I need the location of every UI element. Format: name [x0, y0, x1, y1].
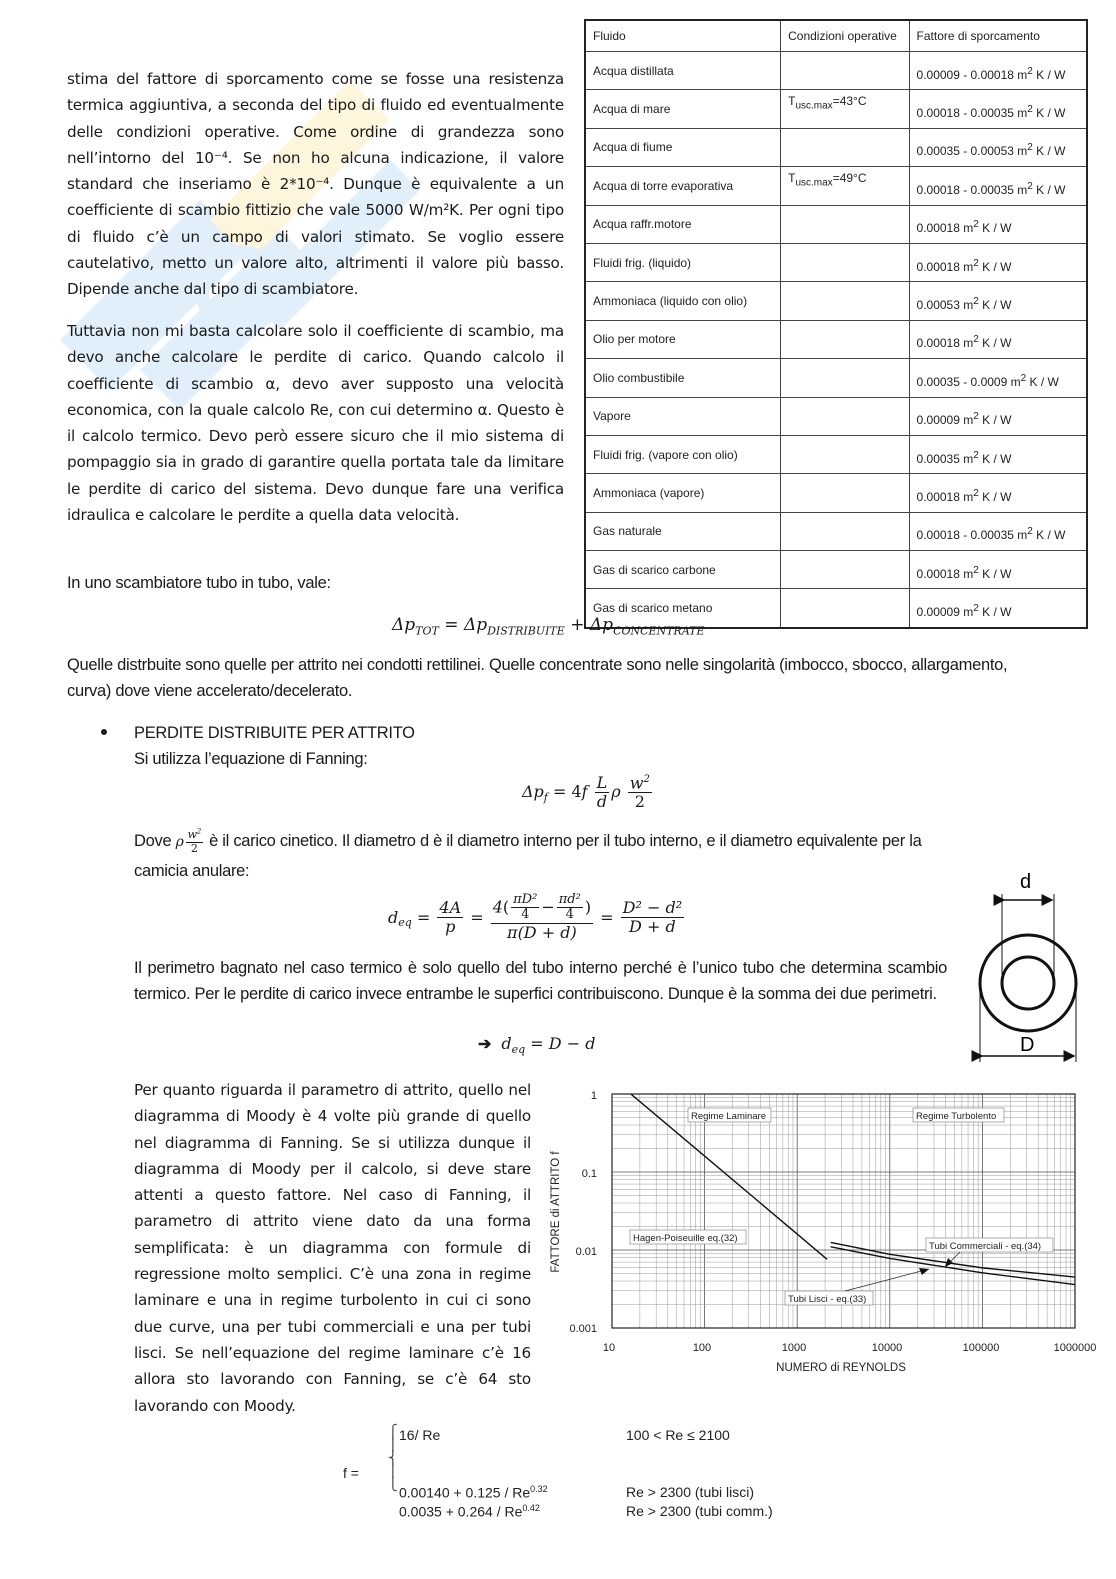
- paragraph-text: camicia anulare:: [134, 862, 250, 880]
- cell-fluid: Gas di scarico metano: [585, 589, 781, 628]
- cell-conditions: [781, 128, 909, 166]
- cell-fouling-factor: 0.00035 $m^2$ K / W: [909, 435, 1087, 473]
- section-heading-distributed-losses: [134, 720, 1034, 746]
- cell-fluid: Gas di scarico carbone: [585, 551, 781, 589]
- cell-fluid: Acqua di mare: [585, 90, 781, 128]
- table-row: [585, 474, 1087, 512]
- x-tick: 100: [692, 1342, 712, 1354]
- paragraph-fouling-intro: [67, 66, 564, 303]
- cell-fouling-factor: 0.00009 $m^2$ K / W: [909, 589, 1087, 628]
- paragraph-kinetic-head: [134, 828, 1054, 855]
- cell-conditions: [781, 320, 909, 358]
- table-row: [585, 282, 1087, 320]
- eq-subscript: TOT: [415, 624, 439, 638]
- header-conditions: Condizioni operative: [781, 20, 909, 52]
- cell-conditions: [781, 397, 909, 435]
- annotation-commercial-pipes: Tubi Commerciali - eq.(34): [929, 1241, 1042, 1252]
- paragraph-text: Il perimetro bagnato nel caso termico è solo quello del tubo interno perché è l’unico tubo che determina scambio termico. Per le perdite di carico invece entrambe le superfici contribuiscono. Dunque è la somma dei due perimetri.: [134, 959, 947, 1004]
- table-row: [585, 320, 1087, 358]
- annotation-hagen-poiseuille: Hagen-Poiseuille eq.(32): [633, 1233, 738, 1244]
- cell-conditions: $T_{usc.max}=43^\circ C$: [781, 90, 909, 128]
- case-smooth-cond: Re > 2300 (tubi lisci): [626, 1484, 755, 1500]
- paragraph-text: Tuttavia non mi basta calcolare solo il coefficiente di scambio, ma devo anche calcolare le perdite di carico. Quando calcolo il coefficiente di scambio α, devo aver supposto una velocità economica, con la quale calcolo Re, con cui determino α. Questo è il calcolo termico. Devo però essere sicuro che il mio sistema di pompaggio sia in grado di garantire quella portata tale da limitare le perdite di carico del sistema. Devo dunque fare una verifica idraulica e calcolare le perdite a quella data velocità.: [67, 322, 564, 525]
- y-tick: 0.01: [575, 1246, 597, 1258]
- section-heading-text: PERDITE DISTRIBUITE PER ATTRITO: [134, 724, 415, 742]
- label-inner-diameter: d: [1020, 871, 1032, 893]
- cell-conditions: [781, 359, 909, 397]
- y-tick: 0.1: [581, 1168, 597, 1180]
- y-tick: 0.001: [569, 1323, 597, 1335]
- case-laminar-cond: 100 < Re ≤ 2100: [626, 1427, 730, 1443]
- paragraph-text: In uno scambiatore tubo in tubo, vale:: [67, 574, 331, 592]
- cell-fluid: Acqua di torre evaporativa: [585, 167, 781, 205]
- cell-fluid: Fluidi frig. (vapore con olio): [585, 435, 781, 473]
- table-row: [585, 435, 1087, 473]
- cell-conditions: [781, 474, 909, 512]
- cell-fluid: Acqua di fiume: [585, 128, 781, 166]
- eq-subscript: CONCENTRATE: [613, 624, 705, 638]
- cell-conditions: [781, 282, 909, 320]
- cell-fluid: Ammoniaca (liquido con olio): [585, 282, 781, 320]
- eq-term: Δp: [463, 615, 488, 635]
- table-row: [585, 128, 1087, 166]
- cell-fouling-factor: 0.00009 - 0.00018 $m^2$ K / W: [909, 52, 1087, 90]
- cell-conditions: [781, 435, 909, 473]
- annotation-laminar: Regime Laminare: [691, 1111, 766, 1122]
- paragraph-text: Dove: [134, 832, 172, 850]
- paragraph-moody-fanning: [134, 1077, 531, 1419]
- fouling-factor-table: [584, 19, 1088, 629]
- cell-fouling-factor: 0.00035 - 0.00053 $m^2$ K / W: [909, 128, 1087, 166]
- eq-term: Δp: [392, 615, 416, 635]
- table-row: [585, 397, 1087, 435]
- cell-conditions: [781, 52, 909, 90]
- cell-fouling-factor: 0.00018 $m^2$ K / W: [909, 474, 1087, 512]
- outer-tube-icon: [980, 935, 1076, 1031]
- y-tick: 1: [590, 1090, 597, 1102]
- equation-fanning: $\Delta p_f = 4f$ $\frac{L}{d}$ ρ $\frac{w^2}{2}$: [522, 773, 650, 811]
- header-fluid: Fluido: [585, 20, 781, 52]
- table-row: [585, 205, 1087, 243]
- cell-fouling-factor: 0.00018 - 0.00035 $m^2$ K / W: [909, 512, 1087, 550]
- table-row: [585, 243, 1087, 281]
- cell-fluid: Acqua raffr.motore: [585, 205, 781, 243]
- paragraph-distributed-concentrated: [67, 652, 1052, 705]
- paragraph-text: Quelle distrbuite sono quelle per attrito nei condotti rettilinei. Quelle concentrate sono nelle singolarità (imbocco, sbocco, allargamento, curva) dove viene accelerato/decelerato.: [67, 656, 1008, 701]
- label-outer-diameter: D: [1020, 1034, 1035, 1056]
- paragraph-text: Si utilizza l’equazione di Fanning:: [134, 750, 368, 768]
- x-tick: 10: [602, 1342, 616, 1354]
- table-row: [585, 52, 1087, 90]
- cell-conditions: [781, 243, 909, 281]
- annotation-smooth-pipes: Tubi Lisci - eq.(33): [788, 1294, 867, 1305]
- friction-factor-chart: [545, 1080, 1110, 1380]
- case-commercial-expr: $0.0035 + 0.264 / Re^{0.42}$: [399, 1503, 540, 1520]
- table-row: [585, 90, 1087, 128]
- cell-fouling-factor: 0.00018 $m^2$ K / W: [909, 320, 1087, 358]
- paragraph-text: Per quanto riguarda il parametro di attrito, quello nel diagramma di Moody è 4 volte più grande di quello nel diagramma di Fanning. Se si utilizza dunque il diagramma di Moody per il calcolo, si deve stare attenti a questo fattore. Nel caso di Fanning, il parametro di attrito viene dato da una forma semplificata: è un diagramma con formule di regressione molto semplici. C’è una zona in regime laminare e una in regime turbolento in cui ci sono due curve, una per tubi commerciali e una per tubi lisci. Se nell’equazione del regime laminare c’è 16 allora sto lavorando con Fanning, se c’è 64 sto lavorando con Moody.: [134, 1081, 531, 1415]
- cell-fouling-factor: 0.00018 $m^2$ K / W: [909, 551, 1087, 589]
- inner-tube-icon: [1002, 957, 1054, 1009]
- paragraph-fanning-intro: [134, 746, 1034, 772]
- y-axis-label: FATTORE di ATTRITO f: [550, 1151, 562, 1273]
- cell-fluid: Ammoniaca (vapore): [585, 474, 781, 512]
- case-commercial-cond: Re > 2300 (tubi comm.): [626, 1503, 773, 1519]
- case-laminar-expr: 16/ Re: [399, 1427, 441, 1443]
- table-row: [585, 167, 1087, 205]
- paragraph-pressure-drop: [67, 318, 564, 528]
- paragraph-tube-in-tube: [67, 570, 1047, 596]
- cell-fluid: Acqua distillata: [585, 52, 781, 90]
- cell-fouling-factor: 0.00018 - 0.00035 $m^2$ K / W: [909, 90, 1087, 128]
- cell-fluid: Olio per motore: [585, 320, 781, 358]
- bullet-icon: [101, 729, 107, 735]
- cell-fluid: Gas naturale: [585, 512, 781, 550]
- cell-conditions: $T_{usc.max}=49^\circ C$: [781, 167, 909, 205]
- table-row: [585, 359, 1087, 397]
- equation-deq-result: ➔ $d_{eq} = D - d$: [478, 1034, 596, 1057]
- cell-fouling-factor: 0.00053 $m^2$ K / W: [909, 282, 1087, 320]
- header-fouling-factor: Fattore di sporcamento: [909, 20, 1087, 52]
- paragraph-text: stima del fattore di sporcamento come se fosse una resistenza termica aggiuntiva, a seconda del tipo di fluido ed eventualmente delle condizioni operative. Come ordine di grandezza sono nell’intorno del 10⁻⁴. Se non ho alcuna indicazione, il valore standard che inseriamo è 2*10⁻⁴. Dunque è equivalente a un coefficiente di scambio fittizio che vale 5000 W/m²K. Per ogni tipo di fluido c’è un campo di valori stimato. Se voglio essere cautelativo, metto un valore alto, altrimenti il valore più basso. Dipende anche dal tipo di scambiatore.: [67, 70, 564, 299]
- paragraph-annular: [134, 858, 734, 884]
- cell-conditions: [781, 512, 909, 550]
- cell-fouling-factor: 0.00018 - 0.00035 $m^2$ K / W: [909, 167, 1087, 205]
- x-tick: 1000000: [1053, 1342, 1097, 1354]
- cell-fluid: Vapore: [585, 397, 781, 435]
- eq-term: Δp: [589, 615, 614, 635]
- x-tick: 1000: [781, 1342, 807, 1354]
- cell-fouling-factor: 0.00018 $m^2$ K / W: [909, 243, 1087, 281]
- cell-conditions: [781, 205, 909, 243]
- cell-fluid: Fluidi frig. (liquido): [585, 243, 781, 281]
- case-smooth-expr: $0.00140 + 0.125 / Re^{0.32}$: [399, 1484, 548, 1501]
- cell-fouling-factor: 0.00035 - 0.0009 $m^2$ K / W: [909, 359, 1087, 397]
- paragraph-wetted-perimeter: [134, 955, 947, 1008]
- piecewise-lhs: f =: [343, 1465, 359, 1481]
- equation-equivalent-diameter: d $_{eq}$ = $\frac{4A}{p}$ = 4( $\frac{\text{πD²}}{4}$ − $\frac{\text{πd²}}{4}$ ) π(D + d) = $\frac{\text{D² − d²}}{D + d}$: [388, 892, 683, 942]
- cell-fouling-factor: 0.00018 $m^2$ K / W: [909, 205, 1087, 243]
- arrow-right-icon: ➔: [478, 1034, 492, 1053]
- x-axis-label: NUMERO di REYNOLDS: [776, 1362, 906, 1374]
- eq-subscript: DISTRIBUITE: [487, 624, 565, 638]
- annotation-turbulent: Regime Turbolento: [916, 1111, 997, 1122]
- inline-kinetic-term: ρ $\frac{w^2}{2}$: [175, 827, 201, 855]
- paragraph-text: è il carico cinetico. Il diametro d è il diametro interno per il tubo interno, e il diametro equivalente per la: [209, 832, 922, 850]
- table-header-row: [585, 20, 1087, 52]
- cell-fouling-factor: 0.00009 $m^2$ K / W: [909, 397, 1087, 435]
- cell-fluid: Olio combustibile: [585, 359, 781, 397]
- equation-total-pressure-drop: $\Delta p_{TOT} = \Delta p_{DISTRIBUITE} + \Delta p_{CONCENTRATE}$: [392, 615, 705, 638]
- brace-icon: ⎧ ⎪ ⎨ ⎪ ⎩: [388, 1424, 398, 1491]
- x-tick: 10000: [871, 1342, 903, 1354]
- x-tick: 100000: [962, 1342, 1000, 1354]
- annulus-diagram: [940, 860, 1080, 1070]
- table-row: [585, 512, 1087, 550]
